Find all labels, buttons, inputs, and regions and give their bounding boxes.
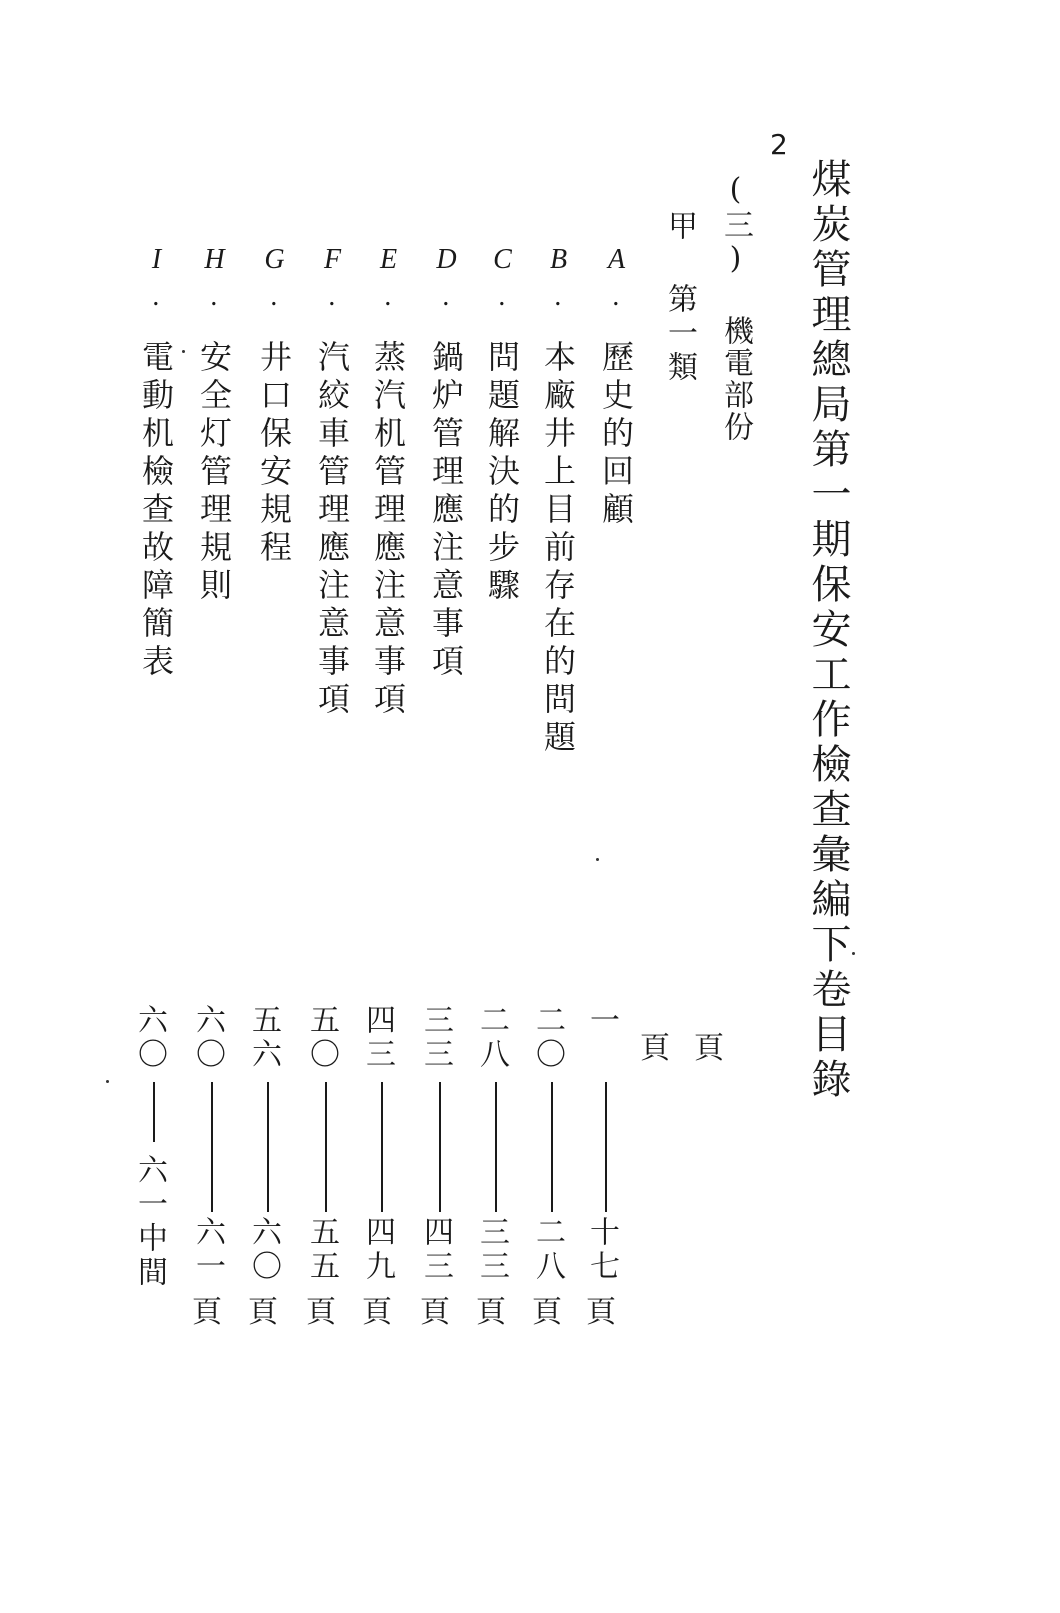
toc-entry-h — [195, 244, 233, 606]
page-number: 2 — [770, 128, 788, 161]
part-heading: 甲 第一類 — [662, 210, 697, 385]
document-title: 煤炭管理總局第一期保安工作檢查彙編下卷目錄 — [805, 158, 851, 1103]
page-range-g — [362, 1004, 402, 1344]
page-end: 四三 — [418, 1216, 453, 1284]
page-unit: 頁 — [192, 1295, 222, 1330]
page-range-i — [248, 1004, 288, 1344]
range-line — [325, 1082, 327, 1212]
page-range-a — [694, 1004, 734, 1344]
toc-entry-g — [255, 244, 293, 568]
page-end: 十七 — [584, 1216, 619, 1284]
page-unit: 頁 — [694, 1031, 724, 1066]
page-unit: 頁 — [476, 1295, 506, 1330]
scan-speck — [106, 1080, 109, 1083]
page-start: 二八 — [474, 1004, 509, 1072]
page-end: 三三 — [474, 1216, 509, 1284]
toc-entry-b — [539, 244, 577, 758]
page-range-d — [532, 1004, 572, 1344]
page-range-extra-1 — [192, 1004, 232, 1344]
entry-letter: A. — [601, 244, 632, 318]
scan-speck — [182, 350, 185, 353]
entry-title: 電動机檢查故障簡表 — [137, 340, 175, 682]
toc-entry-f — [313, 244, 351, 720]
page-end: 六〇 — [246, 1216, 281, 1284]
entry-title: 本廠井上目前存在的問題 — [539, 340, 577, 758]
entry-letter: I. — [141, 244, 172, 318]
range-line — [267, 1082, 269, 1212]
range-line — [551, 1082, 553, 1212]
toc-entry-a — [597, 244, 635, 530]
range-line — [381, 1082, 383, 1212]
page-start: 六〇 — [190, 1004, 225, 1072]
entry-letter: C. — [487, 244, 518, 318]
page-start: 五〇 — [304, 1004, 339, 1072]
page-range-extra-2 — [134, 1004, 174, 1344]
page-end: 四九 — [360, 1216, 395, 1284]
range-line — [605, 1082, 607, 1212]
page-unit: 頁 — [306, 1295, 336, 1330]
entry-letter: H. — [199, 244, 230, 318]
entry-letter: B. — [543, 244, 574, 318]
page-unit: 頁 — [248, 1295, 278, 1330]
entry-title: 井口保安規程 — [255, 340, 293, 568]
toc-entry-d — [427, 244, 465, 682]
entry-letter: F. — [317, 244, 348, 318]
range-line — [439, 1082, 441, 1212]
page-end: 二八 — [530, 1216, 565, 1284]
page-unit: 頁 — [532, 1295, 562, 1330]
page-start: 三三 — [418, 1004, 453, 1072]
range-line — [211, 1082, 213, 1212]
entry-letter: D. — [431, 244, 462, 318]
entry-letter: G. — [259, 244, 290, 318]
page-range-b — [640, 1004, 680, 1344]
section-heading: (三) 機電部份 — [718, 172, 753, 443]
entry-title: 問題解決的步驟 — [483, 340, 521, 606]
page-start: 二〇 — [530, 1004, 565, 1072]
entry-letter: E. — [373, 244, 404, 318]
page-end: 六一中間 — [132, 1154, 167, 1290]
page-start: 四三 — [360, 1004, 395, 1072]
page-unit: 頁 — [420, 1295, 450, 1330]
toc-entry-i — [137, 244, 175, 682]
toc-entry-c — [483, 244, 521, 606]
entry-title: 鍋炉管理應注意事項 — [427, 340, 465, 682]
page-end: 六一 — [190, 1216, 225, 1284]
range-line — [495, 1082, 497, 1212]
range-line — [153, 1082, 155, 1142]
page-unit: 頁 — [640, 1031, 670, 1066]
toc-entry-e — [369, 244, 407, 720]
page-end: 五五 — [304, 1216, 339, 1284]
page-range-f — [420, 1004, 460, 1344]
entry-title: 安全灯管理規則 — [195, 340, 233, 606]
scan-speck — [852, 952, 855, 955]
entry-title: 汽絞車管理應注意事項 — [313, 340, 351, 720]
page-unit: 頁 — [362, 1295, 392, 1330]
entry-title: 歷史的回顧 — [597, 340, 635, 530]
page-range-h — [306, 1004, 346, 1344]
page-range-e — [476, 1004, 516, 1344]
page-start: 六〇 — [132, 1004, 167, 1072]
page-unit: 頁 — [586, 1295, 616, 1330]
entry-title: 蒸汽机管理應注意事項 — [369, 340, 407, 720]
page-start: 五六 — [246, 1004, 281, 1072]
page-start: 一 — [584, 1004, 619, 1038]
scan-speck — [596, 858, 599, 861]
page-range-c — [586, 1004, 626, 1344]
